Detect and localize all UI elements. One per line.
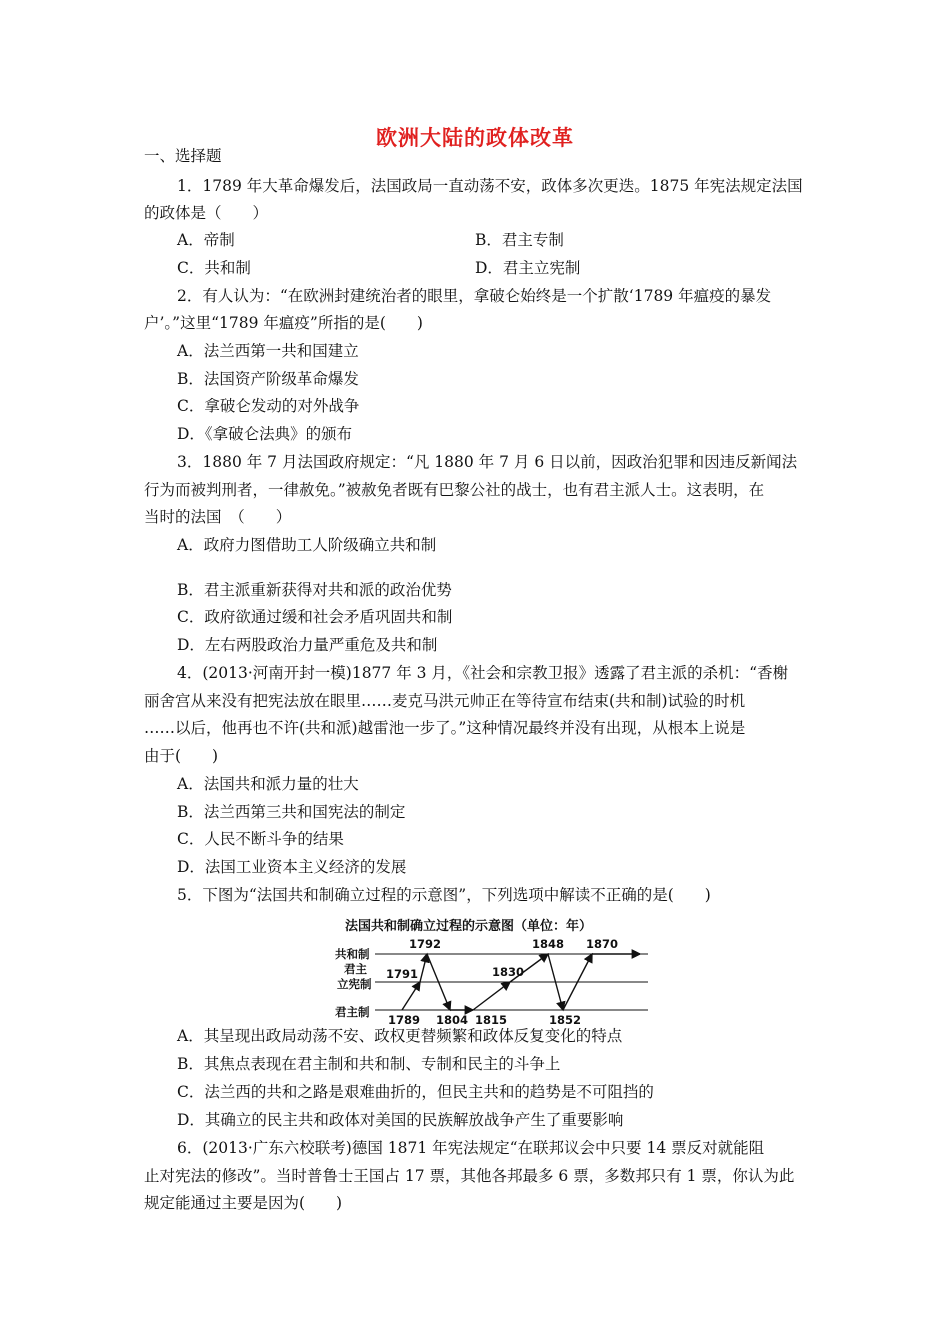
question-5-option-d: D．其确立的民主共和政体对美国的民族解放战争产生了重要影响 <box>177 1111 624 1129</box>
year-label-1792: 1792 <box>409 937 442 951</box>
chart-title: 法国共和制确立过程的示意图（单位：年） <box>345 919 593 934</box>
year-label-1789: 1789 <box>388 1013 421 1027</box>
level-label-republic: 共和制 <box>335 947 370 961</box>
question-4-option-b: B．法兰西第三共和国宪法的制定 <box>177 803 406 821</box>
chart-segment-1791-1792 <box>420 954 427 982</box>
republic-process-chart <box>330 932 660 1028</box>
question-1-stem-cont: 的政体是（ ） <box>144 204 269 222</box>
year-label-1852: 1852 <box>549 1013 582 1027</box>
year-label-1848: 1848 <box>532 937 565 951</box>
question-1-option-b: B．君主专制 <box>475 231 564 249</box>
year-label-1804: 1804 <box>436 1013 469 1027</box>
question-4-stem-cont: 丽舍宫从来没有把宪法放在眼里……麦克马洪元帅正在等待宣布结束(共和制)试验的时机 <box>144 692 746 710</box>
question-4-stem-cont2: ……以后，他再也不许(共和派)越雷池一步了。”这种情况最终并没有出现，从根本上说是 <box>144 719 746 737</box>
question-6-stem: 6．(2013·广东六校联考)德国 1871 年宪法规定“在联邦议会中只要 14 票反对就能阻 <box>177 1139 765 1157</box>
question-1-stem: 1．1789 年大革命爆发后，法国政局一直动荡不安，政体多次更迭。1875 年宪法规定法国 <box>177 177 803 195</box>
question-3-option-c: C．政府欲通过缓和社会矛盾巩固共和制 <box>177 608 453 626</box>
question-2-option-a: A．法兰西第一共和国建立 <box>177 342 359 360</box>
chart-segment-1815-1830 <box>473 982 510 1010</box>
year-label-1791: 1791 <box>386 967 419 981</box>
question-3-option-d: D．左右两股政治力量严重危及共和制 <box>177 636 438 654</box>
page-title: 欧洲大陆的政体改革 <box>376 126 574 150</box>
question-1-option-d: D．君主立宪制 <box>475 259 581 277</box>
level-label-constitutional-b: 立宪制 <box>337 977 372 991</box>
question-2-option-b: B．法国资产阶级革命爆发 <box>177 370 359 388</box>
question-1-option-a: A．帝制 <box>177 231 235 249</box>
question-5-option-a: A．其呈现出政局动荡不安、政权更替频繁和政体反复变化的特点 <box>177 1027 623 1045</box>
question-2-stem-cont: 户’。”这里“1789 年瘟疫”所指的是( ) <box>144 314 423 332</box>
question-3-option-b: B．君主派重新获得对共和派的政治优势 <box>177 581 452 599</box>
question-4-stem-cont3: 由于( ) <box>144 747 219 765</box>
question-2-stem: 2．有人认为：“在欧洲封建统治者的眼里，拿破仑始终是一个扩散‘1789 年瘟疫的暴发 <box>177 287 772 305</box>
question-4-stem: 4．(2013·河南开封一模)1877 年 3 月，《社会和宗教卫报》透露了君主派的杀机：“香榭 <box>177 664 789 682</box>
question-2-option-d: D．《拿破仑法典》的颁布 <box>177 425 353 443</box>
year-label-1830: 1830 <box>492 965 525 979</box>
question-4-option-d: D．法国工业资本主义经济的发展 <box>177 858 407 876</box>
question-6-stem-cont2: 规定能通过主要是因为( ) <box>144 1194 343 1212</box>
level-label-monarchy: 君主制 <box>335 1005 370 1019</box>
year-label-1815: 1815 <box>475 1013 508 1027</box>
question-5-option-c: C．法兰西的共和之路是艰难曲折的，但民主共和的趋势是不可阻挡的 <box>177 1083 654 1101</box>
question-2-option-c: C．拿破仑发动的对外战争 <box>177 397 360 415</box>
section-heading: 一、选择题 <box>144 147 222 165</box>
question-3-stem-cont2: 当时的法国 （ ） <box>144 508 292 526</box>
question-3-option-a: A．政府力图借助工人阶级确立共和制 <box>177 536 437 554</box>
question-5-stem: 5．下图为“法国共和制确立过程的示意图”，下列选项中解读不正确的是( ) <box>177 886 711 904</box>
question-3-stem-cont: 行为而被判刑者，一律赦免。”被赦免者既有巴黎公社的战士，也有君主派人士。这表明，在 <box>144 481 765 499</box>
question-1-option-c: C．共和制 <box>177 259 251 277</box>
question-4-option-a: A．法国共和派力量的壮大 <box>177 775 359 793</box>
chart-segment-1789-1791 <box>402 982 420 1010</box>
question-5-option-b: B．其焦点表现在君主制和共和制、专制和民主的斗争上 <box>177 1055 561 1073</box>
year-label-1870: 1870 <box>586 937 619 951</box>
level-label-constitutional-a: 君主 <box>344 962 367 976</box>
question-3-stem: 3．1880 年 7 月法国政府规定：“凡 1880 年 7 月 6 日以前，因政治犯罪和因违反新闻法 <box>177 453 798 471</box>
question-4-option-c: C．人民不断斗争的结果 <box>177 830 344 848</box>
question-6-stem-cont: 止对宪法的修改”。当时普鲁士王国占 17 票，其他各邦最多 6 票，多数邦只有 1 票，你认为此 <box>144 1167 795 1185</box>
